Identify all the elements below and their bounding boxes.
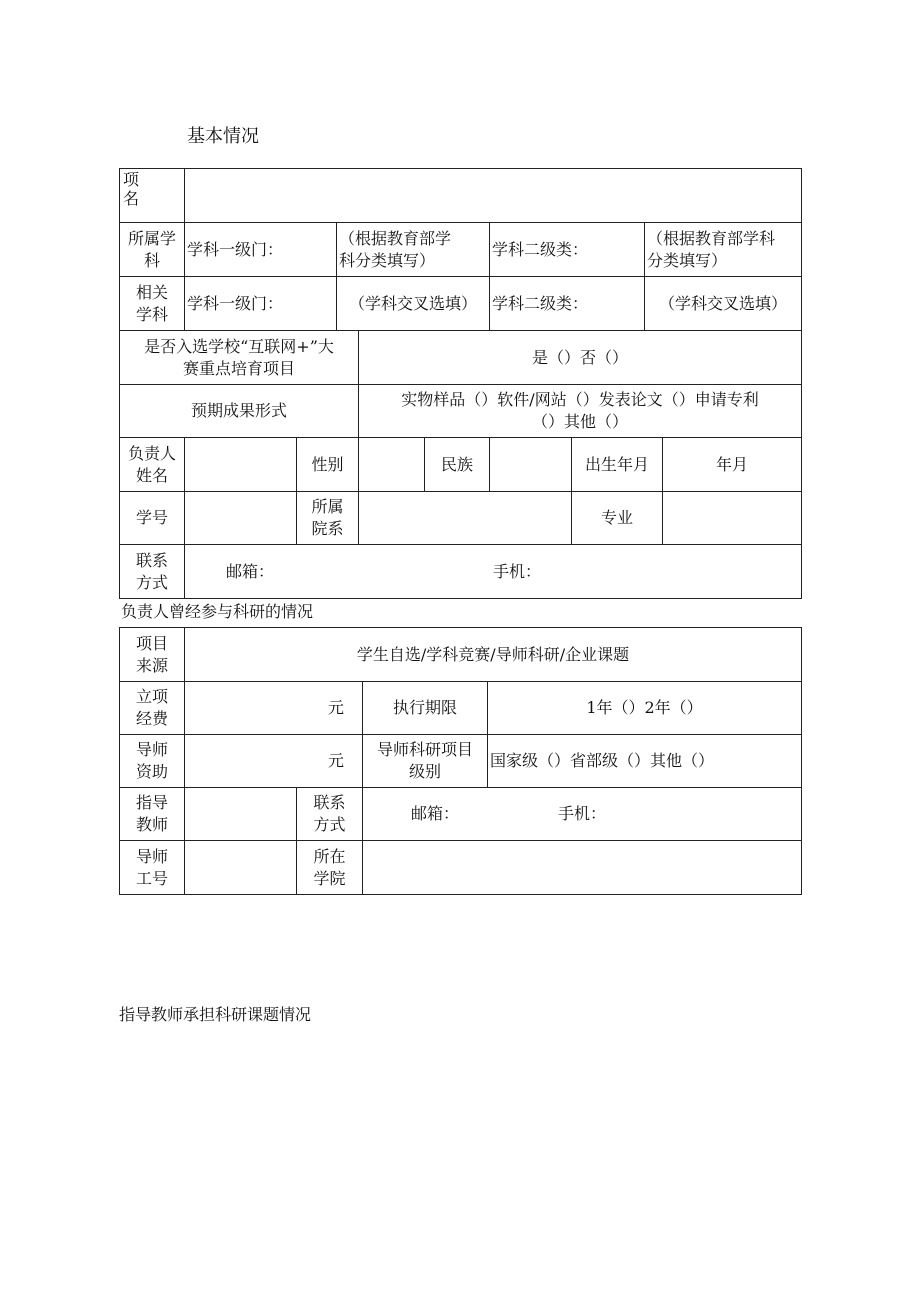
subject-first-label[interactable]: 学科一级门： xyxy=(187,239,284,259)
expected-outcome-options[interactable]: 实物样品（）软件/网站（）发表论文（）申请专利 （）其他（） xyxy=(401,390,759,431)
birth-field[interactable]: 年月 xyxy=(715,454,748,474)
advisor-funding-label: 导师 资助 xyxy=(135,740,168,781)
email-label[interactable]: 邮箱： xyxy=(226,561,275,581)
student-id-field[interactable] xyxy=(185,492,296,544)
advisor-id-label: 导师 工号 xyxy=(135,846,168,888)
advisor-funding-field[interactable]: 元 xyxy=(327,751,344,770)
advisor-contact-label: 联系 方式 xyxy=(313,793,346,834)
project-name-field[interactable] xyxy=(185,169,801,222)
subject-second-note: （根据教育部学科 分类填写） xyxy=(647,228,776,270)
period-options[interactable]: 1年（）2年（） xyxy=(586,698,703,717)
subject-first-note: （根据教育部学 科分类填写） xyxy=(339,228,452,270)
subject-label: 所属学 科 xyxy=(127,228,176,270)
birth-label: 出生年月 xyxy=(584,454,649,474)
advisor-phone-label[interactable]: 手机： xyxy=(558,804,607,823)
section-research-history-title: 负责人曾经参与科研的情况 xyxy=(121,602,314,621)
project-name-label: 项 名 xyxy=(123,170,140,208)
ethnicity-label: 民族 xyxy=(440,454,473,474)
phone-label[interactable]: 手机： xyxy=(493,561,542,581)
internet-plus-question: 是否入选学校“互联网+”大 赛重点培育项目 xyxy=(144,336,334,378)
section-advisor-research-title: 指导教师承担科研课题情况 xyxy=(119,1005,312,1024)
gender-field[interactable] xyxy=(359,438,424,491)
related-first-note: （学科交叉选填） xyxy=(348,293,477,313)
contact-label: 联系 方式 xyxy=(135,550,168,592)
advisor-college-field[interactable] xyxy=(363,841,801,894)
page-heading: 基本情况 xyxy=(187,126,259,147)
student-id-label: 学号 xyxy=(135,508,168,527)
ethnicity-field[interactable] xyxy=(490,438,571,491)
advisor-email-label[interactable]: 邮箱： xyxy=(411,804,460,823)
leader-name-field[interactable] xyxy=(185,438,296,491)
internet-plus-options[interactable]: 是（）否（） xyxy=(531,347,628,367)
leader-name-label: 负责人 姓名 xyxy=(127,443,176,485)
advisor-name-field[interactable] xyxy=(185,788,296,840)
related-second-label[interactable]: 学科二级类： xyxy=(492,293,589,313)
advisor-label: 指导 教师 xyxy=(135,793,168,834)
expected-outcome-label: 预期成果形式 xyxy=(190,401,287,420)
subject-second-label[interactable]: 学科二级类： xyxy=(492,239,589,259)
period-label: 执行期限 xyxy=(392,698,457,717)
gender-label: 性别 xyxy=(311,454,344,474)
department-label: 所属 院系 xyxy=(311,497,344,538)
related-subject-label: 相关 学科 xyxy=(135,282,168,324)
department-field[interactable] xyxy=(359,492,571,544)
advisor-project-level-options[interactable]: 国家级（）省部级（）其他（） xyxy=(490,751,715,770)
related-second-note: （学科交叉选填） xyxy=(658,293,787,313)
funding-label: 立项 经费 xyxy=(135,687,168,728)
advisor-college-label: 所在 学院 xyxy=(313,846,346,888)
advisor-id-field[interactable] xyxy=(185,841,296,894)
major-field[interactable] xyxy=(663,492,801,544)
advisor-project-level-label: 导师科研项目 级别 xyxy=(376,740,473,781)
source-options[interactable]: 学生自选/学科竞赛/导师科研/企业课题 xyxy=(356,644,630,664)
major-label: 专业 xyxy=(600,508,633,527)
funding-field[interactable]: 元 xyxy=(327,698,344,717)
related-first-label[interactable]: 学科一级门： xyxy=(187,293,284,313)
source-label: 项目 来源 xyxy=(135,633,168,675)
